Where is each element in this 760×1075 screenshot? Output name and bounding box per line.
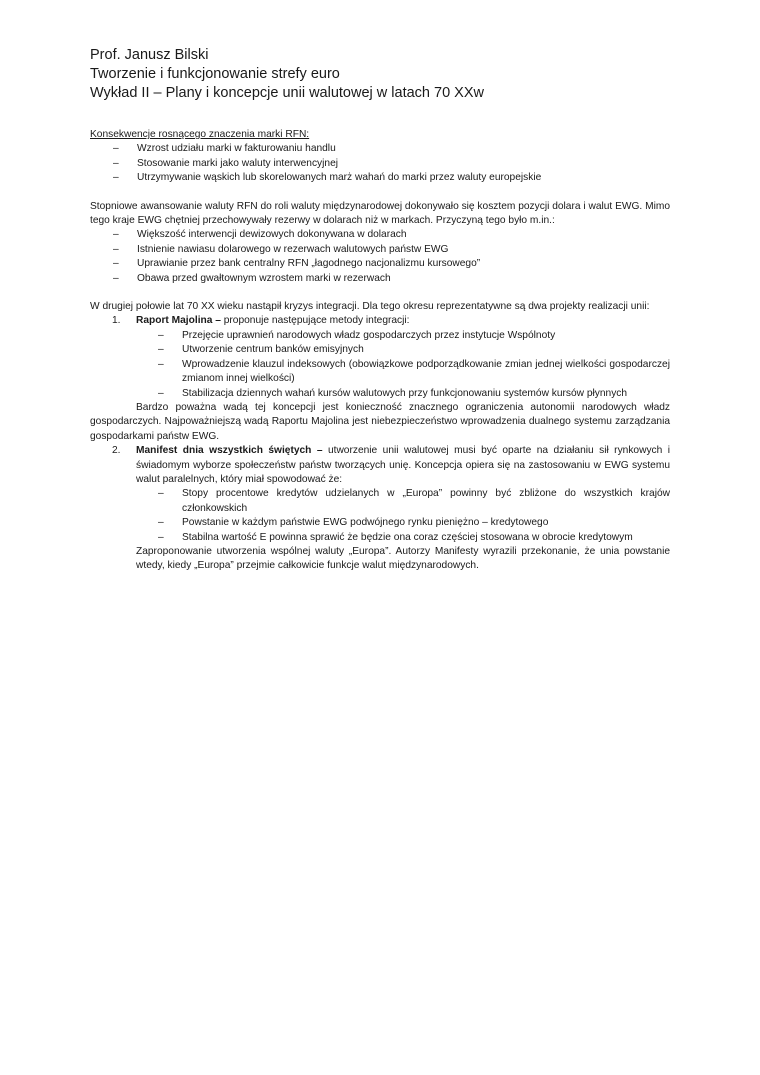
list-item: – Stabilizacja dziennych wahań kursów walutowych przy funkcjonowaniu systemów kursów płynnych xyxy=(90,387,670,401)
project-name: Raport Majolina – xyxy=(136,315,221,327)
list-item: – Uprawianie przez bank centralny RFN „łagodnego nacjonalizmu kursowego” xyxy=(90,257,670,271)
section-title: Konsekwencje rosnącego znaczenia marki RFN: xyxy=(90,129,310,140)
numbered-item xyxy=(90,314,670,328)
project-description: proponuje następujące metody integracji: xyxy=(220,315,410,327)
project-description: utworzenie unii walutowej musi być oparte na działaniu sił rynkowych i świadomym wyborze społeczeństw państw tworzących unię. Koncepcja opiera się na zastosowaniu w EWG systemu walut paralelnych, który miał spowodować że: xyxy=(136,445,670,485)
list-item: – Większość interwencji dewizowych dokonywana w dolarach xyxy=(90,228,670,242)
list-item: – Utworzenie centrum banków emisyjnych xyxy=(90,343,670,357)
item-number: 2. xyxy=(112,445,121,457)
paragraph: W drugiej połowie lat 70 XX wieku nastąpił kryzys integracji. Dla tego okresu reprezentatywne są dwa projekty realizacji unii: xyxy=(90,301,650,313)
author-line: Prof. Janusz Bilski xyxy=(90,47,209,63)
list-item: – Wprowadzenie klauzul indeksowych (obowiązkowe podporządkowanie zmian jednej wielkości gospodarczej zmianom innej wielkości) xyxy=(90,358,670,387)
paragraph: Stopniowe awansowanie waluty RFN do roli waluty międzynarodowej dokonywało się kosztem pozycji dolara i walut EWG. Mimo tego kraje EWG chętniej przechowywały rezerwy w dolarach niż w markach. Przyczyną tego było m.in.: xyxy=(90,200,670,227)
list-item: – Wzrost udziału marki w fakturowaniu handlu xyxy=(90,142,670,156)
list-item: – Stopy procentowe kredytów udzielanych w „Europa” powinny być zbliżone do wszystkich krajów członkowskich xyxy=(90,487,670,516)
list-item: – Powstanie w każdym państwie EWG podwójnego rynku pieniężno – kredytowego xyxy=(90,516,670,530)
project-name: Manifest dnia wszystkich świętych – xyxy=(136,445,323,457)
list-item: – Stosowanie marki jako waluty interwencyjnej xyxy=(90,157,670,171)
paragraph: Bardzo poważna wadą tej koncepcji jest konieczność znacznego ograniczenia autonomii narodowych władz gospodarczych. Najpoważniejszą wadą Raportu Majolina jest niebezpieczeństwo wprowadzenia dualnego systemu zarządzania gospodarkami państw EWG. xyxy=(90,401,670,442)
numbered-item xyxy=(90,444,670,487)
list-item: – Utrzymywanie wąskich lub skorelowanych marż wahań do marki przez waluty europejskie xyxy=(90,171,670,185)
item-number: 1. xyxy=(112,315,121,327)
list-item: – Przejęcie uprawnień narodowych władz gospodarczych przez instytucje Wspólnoty xyxy=(90,329,670,343)
document-header xyxy=(90,46,484,103)
list-item: – Istnienie nawiasu dolarowego w rezerwach walutowych państw EWG xyxy=(90,243,670,257)
paragraph: Zaproponowanie utworzenia wspólnej waluty „Europa”. Autorzy Manifesty wyrazili przekonanie, że unia powstanie wtedy, kiedy „Europa” przejmie całkowicie funkcje walut międzynarodowych. xyxy=(136,545,670,572)
list-item: – Obawa przed gwałtownym wzrostem marki w rezerwach xyxy=(90,272,670,286)
document-body xyxy=(90,128,670,574)
course-title: Tworzenie i funkcjonowanie strefy euro xyxy=(90,66,340,82)
lecture-title: Wykład II – Plany i koncepcje unii walutowej w latach 70 XXw xyxy=(90,85,484,101)
list-item: – Stabilna wartość E powinna sprawić że będzie ona coraz częściej stosowana w obrocie kredytowym xyxy=(90,531,670,545)
